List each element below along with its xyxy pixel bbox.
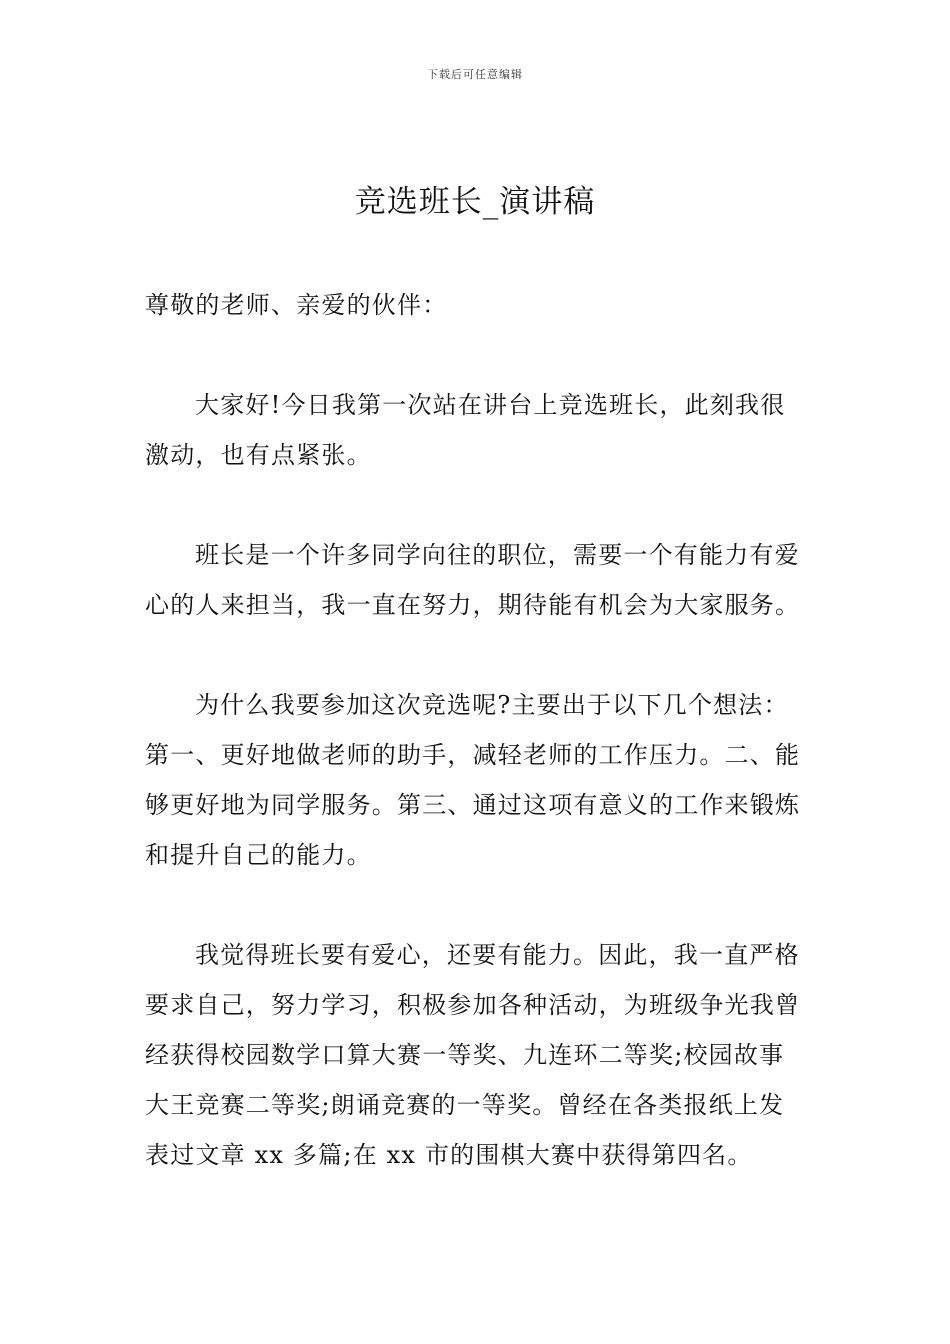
paragraph-2: 班长是一个许多同学向往的职位，需要一个有能力有爱心的人来担当，我一直在努力，期待能有机会为大家服务。 xyxy=(145,541,801,619)
page-header-note: 下载后可任意编辑 xyxy=(427,68,523,81)
salutation: 尊敬的老师、亲爱的伙伴： xyxy=(145,291,448,319)
document-body xyxy=(145,280,807,1230)
document-title: 竞选班长_演讲稿 xyxy=(354,184,596,220)
paragraph-4: 我觉得班长要有爱心，还要有能力。因此，我一直严格要求自己，努力学习，积极参加各种活动，为班级争光我曾经获得校园数学口算大赛一等奖、九连环二等奖;校园故事大王竞赛二等奖;朗诵竞赛的一等奖。曾经在各类报纸上发表过文章 xx 多篇;在 xx 市的围棋大赛中获得第四名。 xyxy=(145,941,801,1169)
paragraph-3: 为什么我要参加这次竞选呢?主要出于以下几个想法：第一、更好地做老师的助手，减轻老师的工作压力。二、能够更好地为同学服务。第三、通过这项有意义的工作来锻炼和提升自己的能力。 xyxy=(145,691,801,869)
paragraph-1: 大家好!今日我第一次站在讲台上竞选班长，此刻我很激动，也有点紧张。 xyxy=(145,391,786,469)
